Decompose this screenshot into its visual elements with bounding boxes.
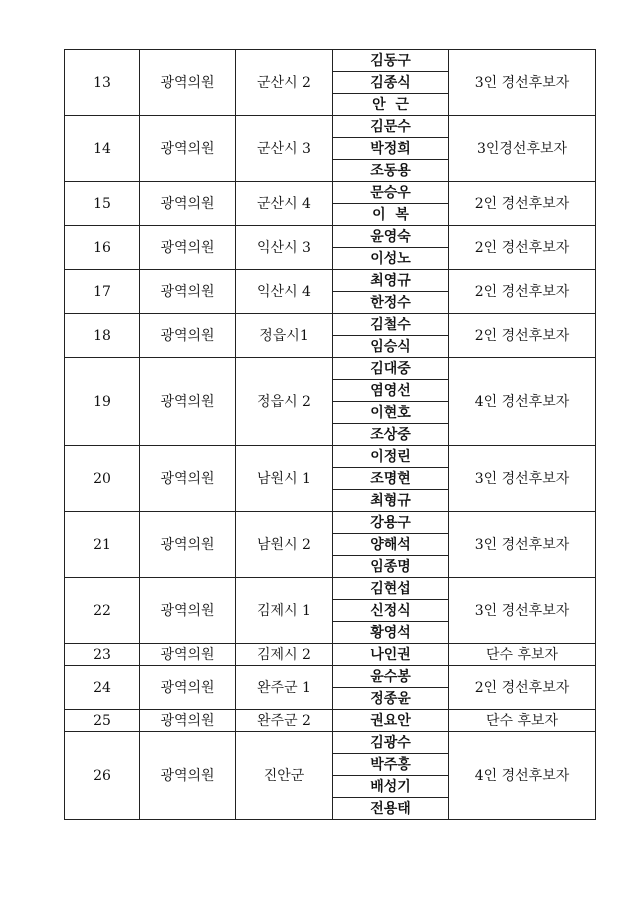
candidate-name: 안 근 <box>333 94 449 116</box>
row-number: 23 <box>65 644 140 666</box>
table-row <box>65 314 596 336</box>
candidate-name: 김종식 <box>333 72 449 94</box>
district-name: 정읍시 2 <box>236 358 333 446</box>
table-row <box>65 644 596 666</box>
table-row <box>65 226 596 248</box>
council-type: 광역의원 <box>140 666 236 710</box>
table-row <box>65 116 596 138</box>
candidate-name: 조동용 <box>333 160 449 182</box>
row-number: 14 <box>65 116 140 182</box>
candidate-name: 전용태 <box>333 798 449 820</box>
council-type: 광역의원 <box>140 182 236 226</box>
candidate-name: 양해석 <box>333 534 449 556</box>
candidate-name: 김철수 <box>333 314 449 336</box>
row-number: 26 <box>65 732 140 820</box>
table-row <box>65 666 596 688</box>
candidate-name: 염영선 <box>333 380 449 402</box>
district-name: 남원시 1 <box>236 446 333 512</box>
candidate-name: 이정린 <box>333 446 449 468</box>
candidate-status-note: 단수 후보자 <box>449 710 596 732</box>
candidate-name: 김대중 <box>333 358 449 380</box>
candidate-name: 최영규 <box>333 270 449 292</box>
candidate-name: 강용구 <box>333 512 449 534</box>
council-type: 광역의원 <box>140 314 236 358</box>
district-name: 군산시 3 <box>236 116 333 182</box>
district-name: 김제시 2 <box>236 644 333 666</box>
candidate-name: 김현섭 <box>333 578 449 600</box>
candidate-status-note: 4인 경선후보자 <box>449 358 596 446</box>
row-number: 16 <box>65 226 140 270</box>
district-name: 군산시 2 <box>236 50 333 116</box>
candidate-name: 배성기 <box>333 776 449 798</box>
table-row <box>65 710 596 732</box>
candidate-status-note: 2인 경선후보자 <box>449 314 596 358</box>
candidate-name: 황영석 <box>333 622 449 644</box>
candidate-status-note: 2인 경선후보자 <box>449 226 596 270</box>
council-type: 광역의원 <box>140 578 236 644</box>
candidate-status-note: 3인 경선후보자 <box>449 446 596 512</box>
council-type: 광역의원 <box>140 710 236 732</box>
candidate-name: 임종명 <box>333 556 449 578</box>
row-number: 19 <box>65 358 140 446</box>
candidate-status-note: 3인 경선후보자 <box>449 578 596 644</box>
candidate-name: 한정수 <box>333 292 449 314</box>
council-type: 광역의원 <box>140 644 236 666</box>
district-name: 완주군 1 <box>236 666 333 710</box>
candidate-status-note: 2인 경선후보자 <box>449 182 596 226</box>
candidate-status-note: 4인 경선후보자 <box>449 732 596 820</box>
candidate-status-note: 3인경선후보자 <box>449 116 596 182</box>
row-number: 21 <box>65 512 140 578</box>
candidate-name: 최형규 <box>333 490 449 512</box>
candidate-name: 조상중 <box>333 424 449 446</box>
candidate-name: 이성노 <box>333 248 449 270</box>
row-number: 20 <box>65 446 140 512</box>
table-row <box>65 446 596 468</box>
candidate-name: 나인권 <box>333 644 449 666</box>
district-name: 김제시 1 <box>236 578 333 644</box>
candidate-name: 권요안 <box>333 710 449 732</box>
row-number: 24 <box>65 666 140 710</box>
candidate-name: 윤수봉 <box>333 666 449 688</box>
row-number: 17 <box>65 270 140 314</box>
candidate-name: 문승우 <box>333 182 449 204</box>
table-row <box>65 182 596 204</box>
council-type: 광역의원 <box>140 446 236 512</box>
row-number: 13 <box>65 50 140 116</box>
council-type: 광역의원 <box>140 358 236 446</box>
district-name: 남원시 2 <box>236 512 333 578</box>
row-number: 15 <box>65 182 140 226</box>
table-row <box>65 50 596 72</box>
district-name: 익산시 4 <box>236 270 333 314</box>
candidate-name: 신정식 <box>333 600 449 622</box>
candidate-name: 이현호 <box>333 402 449 424</box>
candidate-name: 김동구 <box>333 50 449 72</box>
candidate-name: 김광수 <box>333 732 449 754</box>
candidate-status-note: 단수 후보자 <box>449 644 596 666</box>
council-type: 광역의원 <box>140 50 236 116</box>
council-type: 광역의원 <box>140 270 236 314</box>
candidate-status-note: 3인 경선후보자 <box>449 50 596 116</box>
candidate-name: 박주홍 <box>333 754 449 776</box>
candidate-name: 조명현 <box>333 468 449 490</box>
table-row <box>65 358 596 380</box>
council-type: 광역의원 <box>140 512 236 578</box>
table-row <box>65 578 596 600</box>
district-name: 진안군 <box>236 732 333 820</box>
candidate-table-body <box>65 50 596 820</box>
district-name: 군산시 4 <box>236 182 333 226</box>
candidate-status-note: 2인 경선후보자 <box>449 270 596 314</box>
candidate-name: 윤영숙 <box>333 226 449 248</box>
council-type: 광역의원 <box>140 226 236 270</box>
candidate-status-note: 3인 경선후보자 <box>449 512 596 578</box>
table-row <box>65 270 596 292</box>
district-name: 완주군 2 <box>236 710 333 732</box>
council-type: 광역의원 <box>140 732 236 820</box>
candidate-table <box>64 49 596 820</box>
table-row <box>65 512 596 534</box>
row-number: 18 <box>65 314 140 358</box>
candidate-name: 박정희 <box>333 138 449 160</box>
row-number: 25 <box>65 710 140 732</box>
candidate-name: 이 복 <box>333 204 449 226</box>
candidate-name: 임승식 <box>333 336 449 358</box>
row-number: 22 <box>65 578 140 644</box>
district-name: 익산시 3 <box>236 226 333 270</box>
candidate-name: 정종윤 <box>333 688 449 710</box>
table-row <box>65 732 596 754</box>
district-name: 정읍시1 <box>236 314 333 358</box>
candidate-name: 김문수 <box>333 116 449 138</box>
candidate-status-note: 2인 경선후보자 <box>449 666 596 710</box>
council-type: 광역의원 <box>140 116 236 182</box>
